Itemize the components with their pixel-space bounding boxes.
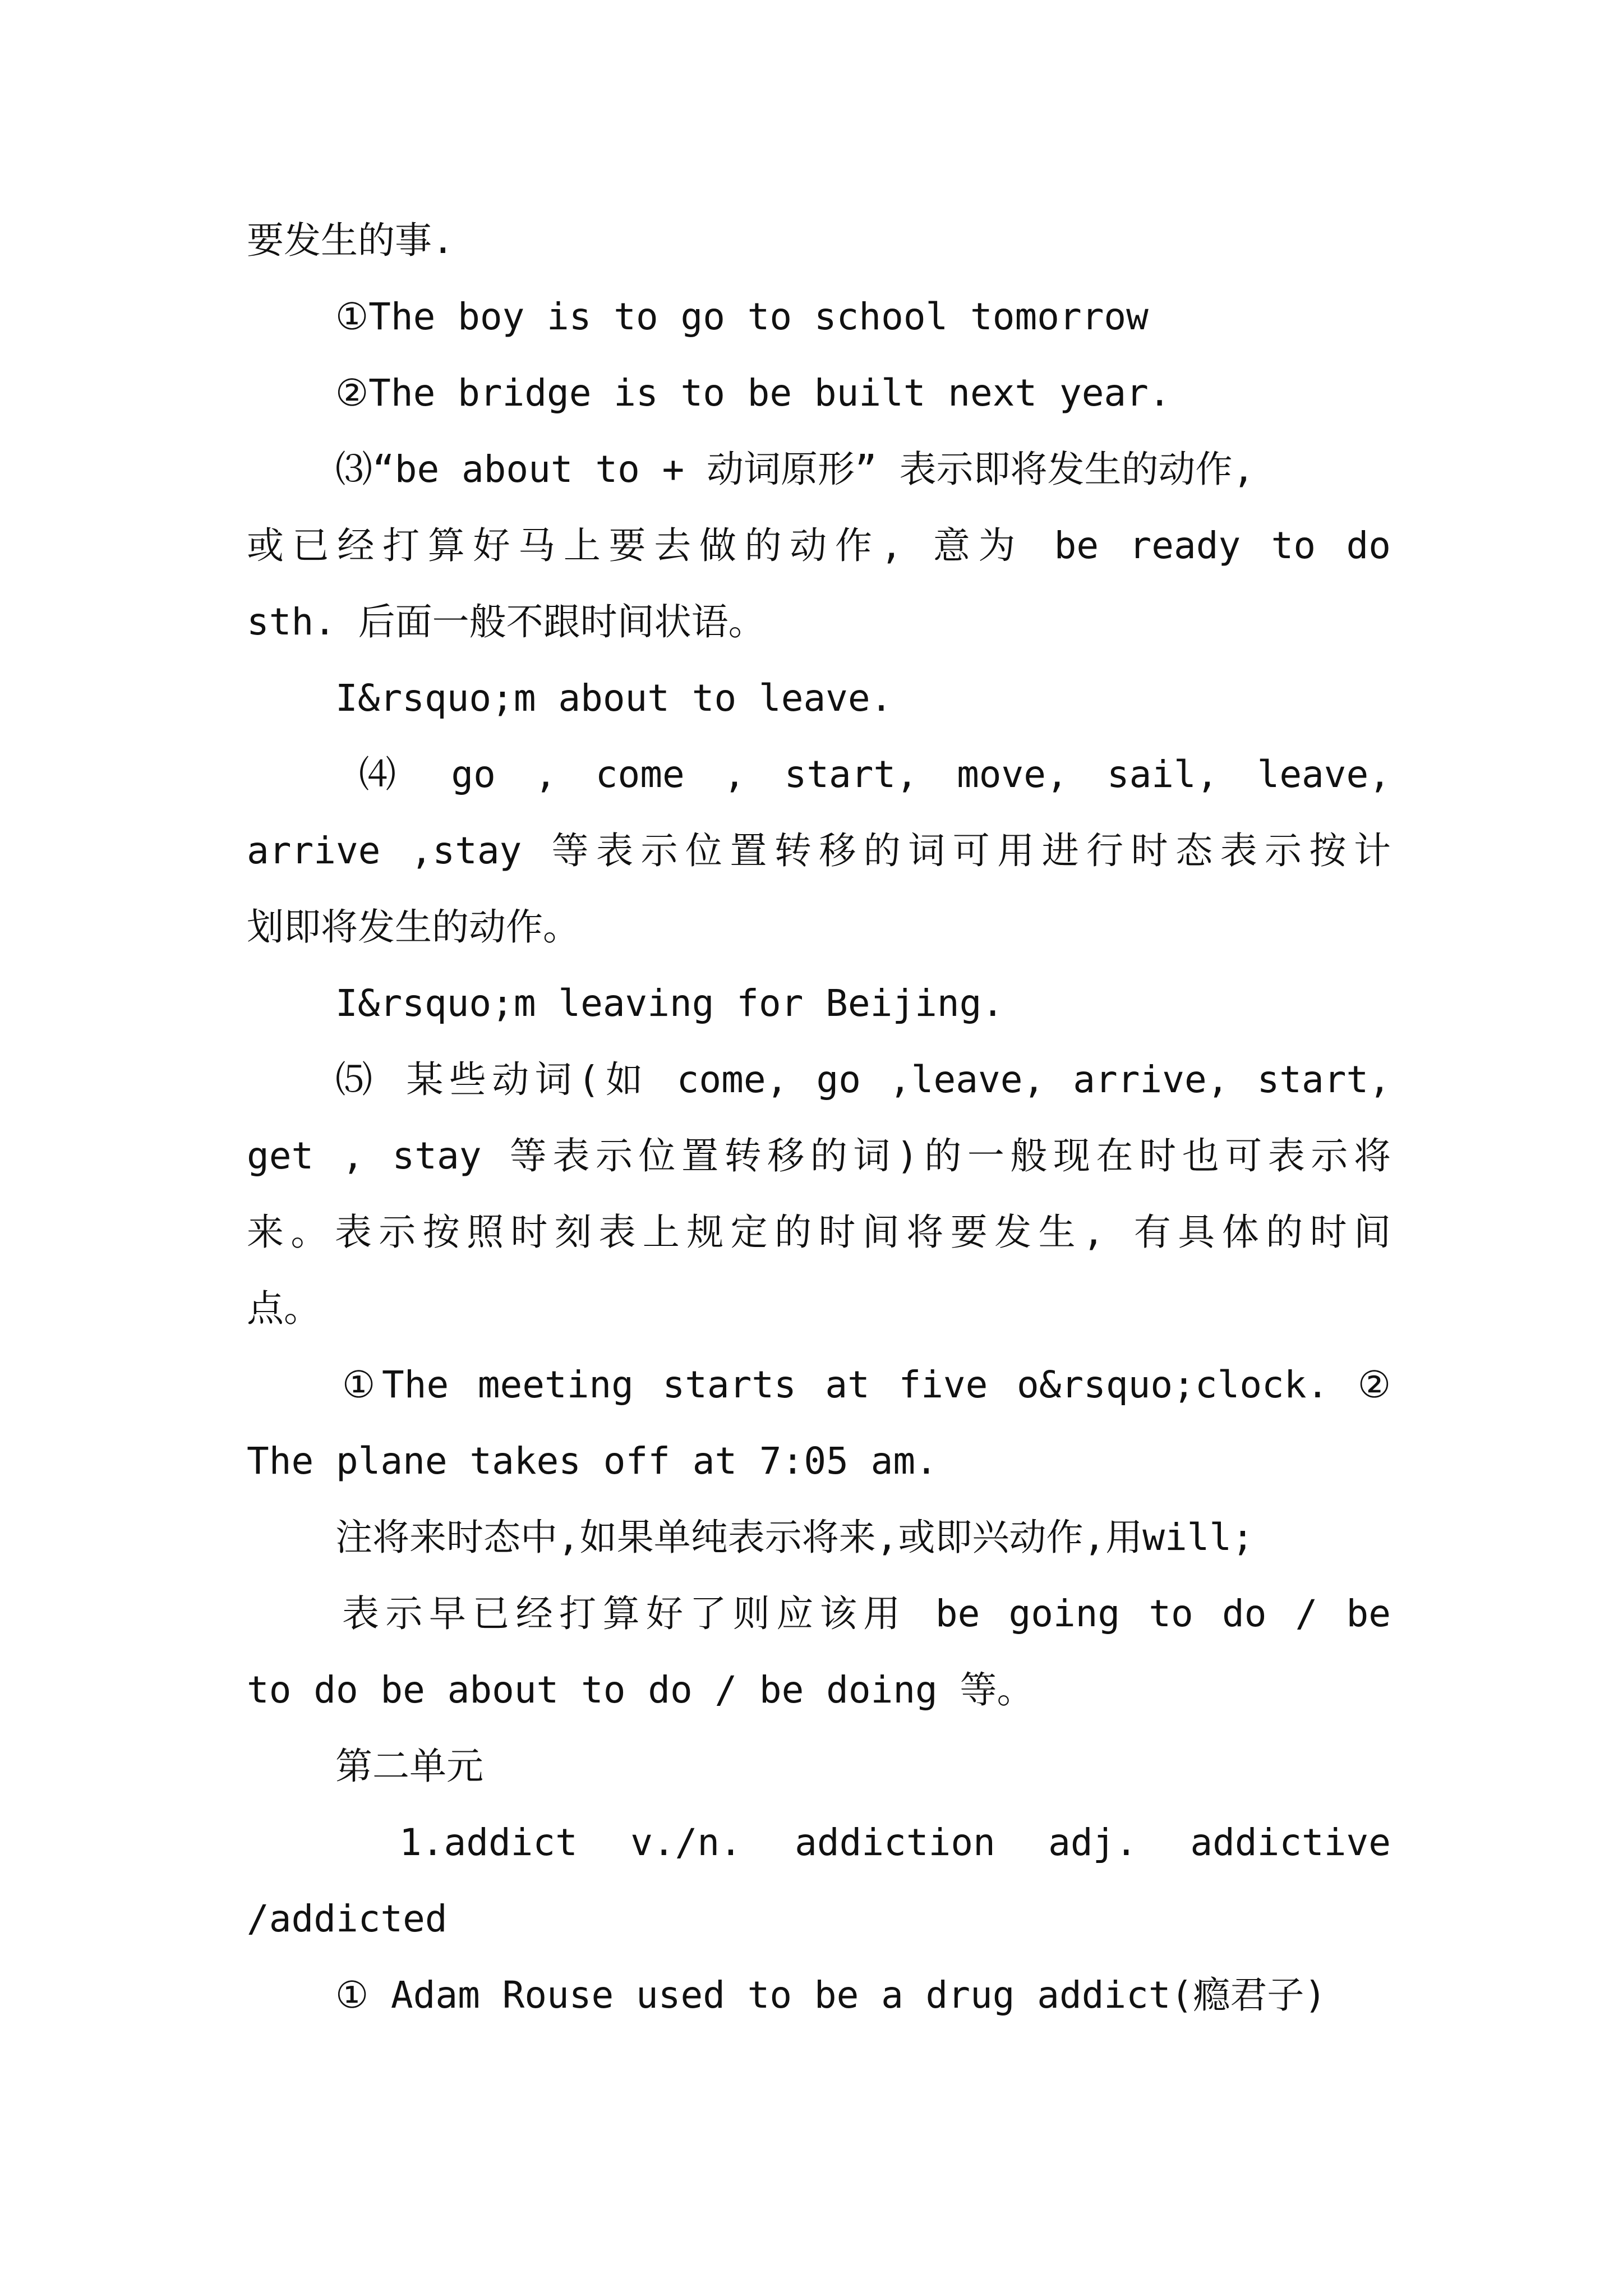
text-line: 来。表示按照时刻表上规定的时间将要发生, 有具体的时间	[247, 1211, 1391, 1254]
text-line: ⑷ go , come , start, move, sail, leave,	[359, 753, 1391, 796]
text-line: 1.addict v./n. addiction adj. addictive	[399, 1821, 1391, 1864]
text-line: ⑶“be about to + 动词原形” 表示即将发生的动作,	[335, 448, 1255, 491]
text-line: to do be about to do / be doing 等。	[247, 1668, 1034, 1711]
text-line: I&rsquo;m about to leave.	[335, 677, 893, 720]
text-line: 表示早已经打算好了则应该用 be going to do / be	[342, 1592, 1391, 1635]
text-line: 点。	[247, 1287, 321, 1330]
text-line: 或已经打算好马上要去做的动作, 意为 be ready to do	[247, 524, 1391, 567]
text-line: ②The bridge is to be built next year.	[335, 371, 1171, 415]
text-line: arrive ,stay 等表示位置转移的词可用进行时态表示按计	[247, 829, 1391, 872]
text-line: I&rsquo;m leaving for Beijing.	[335, 982, 1004, 1025]
text-line: /addicted	[247, 1897, 448, 1940]
text-line: ① Adam Rouse used to be a drug addict(瘾君子)	[335, 1973, 1327, 2017]
text-line: 要发生的事.	[247, 219, 454, 262]
text-line: ①The meeting starts at five o&rsquo;clock. ②	[342, 1363, 1391, 1406]
text-line: 划即将发生的动作。	[247, 905, 580, 949]
text-line: sth. 后面一般不跟时间状语。	[247, 600, 766, 643]
text-line: get , stay 等表示位置转移的词)的一般现在时也可表示将	[247, 1134, 1391, 1177]
text-line: ⑸ 某些动词(如 come, go ,leave, arrive, start,	[335, 1058, 1391, 1101]
section-heading: 第二单元	[335, 1745, 483, 1788]
text-line: The plane takes off at 7:05 am.	[247, 1439, 938, 1483]
text-line: 注将来时态中,如果单纯表示将来,或即兴动作,用will;	[335, 1516, 1254, 1559]
text-line: ①The boy is to go to school tomorrow	[335, 295, 1149, 338]
